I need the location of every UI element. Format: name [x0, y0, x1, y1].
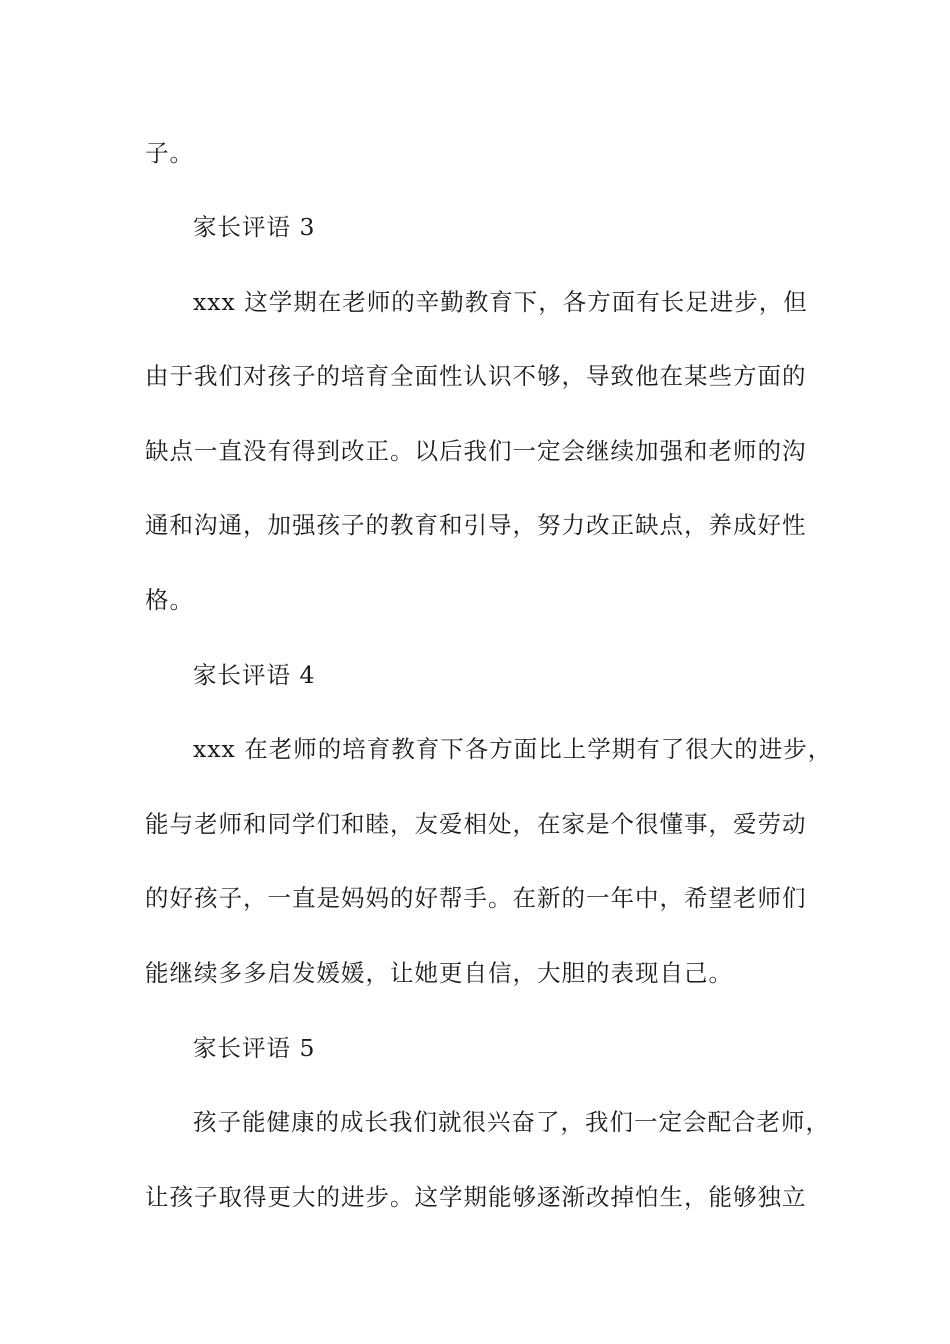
section-heading: 家长评语 3 — [193, 213, 316, 241]
paragraph-line: 子。 — [145, 139, 194, 167]
paragraph-line: 让孩子取得更大的进步。这学期能够逐渐改掉怕生，能够独立 — [145, 1183, 807, 1211]
paragraph-line: 能继续多多启发媛媛，让她更自信，大胆的表现自己。 — [145, 959, 733, 987]
paragraph-line: 由于我们对孩子的培育全面性认识不够，导致他在某些方面的 — [145, 362, 807, 390]
paragraph-line: 缺点一直没有得到改正。以后我们一定会继续加强和老师的沟 — [145, 437, 807, 465]
paragraph-line: 能与老师和同学们和睦，友爱相处，在家是个很懂事，爱劳动 — [145, 810, 807, 838]
section-heading: 家长评语 4 — [193, 661, 316, 689]
section-heading: 家长评语 5 — [193, 1034, 316, 1062]
paragraph-line: 通和沟通，加强孩子的教育和引导，努力改正缺点，养成好性 — [145, 511, 807, 539]
paragraph-line: 格。 — [145, 586, 194, 614]
paragraph-line: xxx 这学期在老师的辛勤教育下，各方面有长足进步，但 — [193, 288, 808, 316]
paragraph-line: xxx 在老师的培育教育下各方面比上学期有了很大的进步， — [193, 735, 833, 763]
paragraph-line: 的好孩子，一直是妈妈的好帮手。在新的一年中，希望老师们 — [145, 884, 807, 912]
paragraph-line: 孩子能健康的成长我们就很兴奋了，我们一定会配合老师， — [193, 1108, 830, 1136]
